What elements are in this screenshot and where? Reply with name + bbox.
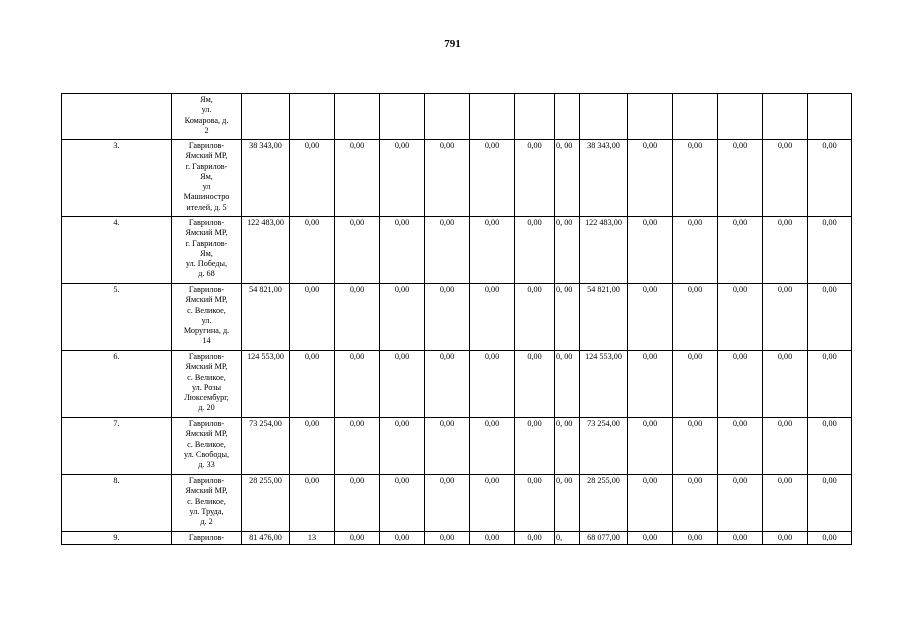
value-cell: 0,00 xyxy=(470,284,515,351)
value-cell: 0,00 xyxy=(335,217,380,284)
address-line: ул. Свободы, xyxy=(183,449,229,459)
address-line: Ямский МР, xyxy=(185,151,228,161)
row-number-cell: 3. xyxy=(62,140,172,217)
address-cell xyxy=(172,140,242,217)
value-cell: 0,00 xyxy=(335,351,380,418)
value-cell: 124 553,00 xyxy=(580,351,628,418)
value-cell: 0,00 xyxy=(335,475,380,532)
value-cell: 0,00 xyxy=(425,532,470,545)
value-cell: 0,00 xyxy=(515,475,555,532)
row-number-cell xyxy=(62,94,172,140)
value-cell: 0,00 xyxy=(425,418,470,475)
table-row xyxy=(62,140,852,217)
row-number-cell: 4. xyxy=(62,217,172,284)
table-row xyxy=(62,532,852,545)
value-cell: 0,00 xyxy=(335,532,380,545)
value-cell: 0,00 xyxy=(425,140,470,217)
address-line: д. 20 xyxy=(198,403,215,413)
value-cell: 0,00 xyxy=(628,351,673,418)
value-cell: 0,00 xyxy=(380,140,425,217)
address-line: д. 2 xyxy=(200,517,213,527)
value-cell xyxy=(718,94,763,140)
address-line: Ям, xyxy=(200,95,213,104)
value-cell: 0,00 xyxy=(673,140,718,217)
value-cell: 0,00 xyxy=(470,418,515,475)
address-line: Гаврилов- xyxy=(188,141,225,150)
row-number-cell: 6. xyxy=(62,351,172,418)
value-cell xyxy=(380,94,425,140)
value-cell: 0,00 xyxy=(290,418,335,475)
value-cell: 0,00 xyxy=(290,217,335,284)
address-cell xyxy=(172,475,242,532)
address-line: г. Гаврилов- xyxy=(185,238,228,248)
address-line: 14 xyxy=(202,336,211,346)
value-cell: 0, 00 xyxy=(555,217,580,284)
value-cell: 68 077,00 xyxy=(580,532,628,545)
address-line: Гаврилов- xyxy=(188,352,225,361)
value-cell: 0,00 xyxy=(808,284,852,351)
value-cell: 0,00 xyxy=(470,217,515,284)
value-cell: 0,00 xyxy=(628,532,673,545)
value-cell: 28 255,00 xyxy=(242,475,290,532)
address-line: с. Великое, xyxy=(187,496,226,506)
value-cell: 0,00 xyxy=(763,140,808,217)
address-line: Моругина, д. xyxy=(183,326,230,336)
value-cell: 0,00 xyxy=(718,140,763,217)
value-cell: 0,00 xyxy=(628,418,673,475)
address-line: ул. Победы, xyxy=(185,259,228,269)
value-cell: 0,00 xyxy=(808,418,852,475)
value-cell: 0,00 xyxy=(763,351,808,418)
value-cell: 0,00 xyxy=(673,475,718,532)
value-cell: 0,00 xyxy=(380,284,425,351)
value-cell: 0,00 xyxy=(718,532,763,545)
value-cell: 0,00 xyxy=(673,418,718,475)
value-cell: 54 821,00 xyxy=(580,284,628,351)
value-cell: 0,00 xyxy=(335,140,380,217)
value-cell: 0,00 xyxy=(628,284,673,351)
address-line: Гаврилов- xyxy=(188,285,225,294)
value-cell: 0,00 xyxy=(470,532,515,545)
value-cell xyxy=(335,94,380,140)
value-cell: 0,00 xyxy=(380,475,425,532)
address-line: ул. xyxy=(201,315,212,325)
address-line: ул xyxy=(202,182,211,192)
value-cell xyxy=(555,94,580,140)
value-cell: 38 343,00 xyxy=(580,140,628,217)
row-number-cell: 8. xyxy=(62,475,172,532)
value-cell: 38 343,00 xyxy=(242,140,290,217)
value-cell xyxy=(673,94,718,140)
value-cell: 0,00 xyxy=(808,140,852,217)
value-cell: 0,00 xyxy=(425,351,470,418)
value-cell xyxy=(425,94,470,140)
address-line: Гаврилов- xyxy=(188,218,225,227)
row-number-cell: 5. xyxy=(62,284,172,351)
value-cell: 0,00 xyxy=(808,532,852,545)
address-line: ителей, д. 5 xyxy=(186,202,227,212)
value-cell: 0,00 xyxy=(290,475,335,532)
address-cell xyxy=(172,94,242,140)
value-cell: 13 xyxy=(290,532,335,545)
address-line: Ямский МР, xyxy=(185,362,228,372)
value-cell: 0,00 xyxy=(718,475,763,532)
value-cell: 0,00 xyxy=(628,217,673,284)
value-cell: 0,00 xyxy=(628,140,673,217)
value-cell: 0,00 xyxy=(515,418,555,475)
value-cell: 28 255,00 xyxy=(580,475,628,532)
row-number-cell: 7. xyxy=(62,418,172,475)
table-row xyxy=(62,475,852,532)
value-cell: 0,00 xyxy=(763,418,808,475)
table-row xyxy=(62,351,852,418)
value-cell: 0,00 xyxy=(380,351,425,418)
address-line: Ям, xyxy=(200,171,213,181)
address-line: Ямский МР, xyxy=(185,295,228,305)
value-cell: 0,00 xyxy=(515,284,555,351)
address-cell xyxy=(172,217,242,284)
value-cell xyxy=(808,94,852,140)
table-row xyxy=(62,94,852,140)
address-line: с. Великое, xyxy=(187,439,226,449)
value-cell: 0, xyxy=(555,532,580,545)
address-line: Машиностро xyxy=(183,192,230,202)
table-row xyxy=(62,284,852,351)
value-cell: 0, 00 xyxy=(555,140,580,217)
value-cell: 0,00 xyxy=(718,418,763,475)
address-line: Ям, xyxy=(200,248,213,258)
value-cell: 124 553,00 xyxy=(242,351,290,418)
address-line: Комарова, д. xyxy=(184,115,229,125)
address-line: ул. xyxy=(201,105,212,115)
table-body xyxy=(62,94,852,545)
value-cell: 0,00 xyxy=(718,217,763,284)
address-line: Люксембург, xyxy=(184,393,229,403)
address-line: д. 33 xyxy=(198,460,215,470)
address-line: ул. Розы xyxy=(191,382,222,392)
value-cell: 0,00 xyxy=(290,351,335,418)
address-line: Ямский МР, xyxy=(185,486,228,496)
table-row xyxy=(62,418,852,475)
value-cell: 0,00 xyxy=(808,217,852,284)
value-cell: 0,00 xyxy=(515,140,555,217)
value-cell xyxy=(470,94,515,140)
value-cell: 0,00 xyxy=(335,418,380,475)
table-row xyxy=(62,217,852,284)
value-cell: 0,00 xyxy=(515,351,555,418)
value-cell: 0,00 xyxy=(763,475,808,532)
value-cell: 0,00 xyxy=(515,532,555,545)
value-cell: 0,00 xyxy=(763,532,808,545)
value-cell: 0,00 xyxy=(673,532,718,545)
value-cell: 0,00 xyxy=(470,475,515,532)
value-cell: 122 483,00 xyxy=(242,217,290,284)
value-cell: 0,00 xyxy=(763,217,808,284)
address-line: ул. Труда, xyxy=(189,506,224,516)
value-cell: 0, 00 xyxy=(555,418,580,475)
data-table xyxy=(61,93,852,545)
value-cell: 0,00 xyxy=(718,351,763,418)
value-cell: 0,00 xyxy=(808,475,852,532)
value-cell: 81 476,00 xyxy=(242,532,290,545)
value-cell: 0, 00 xyxy=(555,475,580,532)
value-cell: 0,00 xyxy=(673,351,718,418)
value-cell: 0,00 xyxy=(628,475,673,532)
value-cell: 0,00 xyxy=(718,284,763,351)
value-cell: 0,00 xyxy=(380,418,425,475)
value-cell: 0,00 xyxy=(425,284,470,351)
value-cell: 0,00 xyxy=(290,284,335,351)
address-cell xyxy=(172,418,242,475)
value-cell: 0,00 xyxy=(335,284,380,351)
value-cell: 0, 00 xyxy=(555,351,580,418)
address-line: с. Великое, xyxy=(187,305,226,315)
value-cell: 0,00 xyxy=(380,217,425,284)
value-cell: 0,00 xyxy=(425,475,470,532)
value-cell: 0,00 xyxy=(763,284,808,351)
row-number-cell: 9. xyxy=(62,532,172,545)
address-line: г. Гаврилов- xyxy=(185,161,228,171)
value-cell: 0,00 xyxy=(290,140,335,217)
value-cell: 0,00 xyxy=(673,284,718,351)
value-cell: 0,00 xyxy=(515,217,555,284)
value-cell xyxy=(290,94,335,140)
value-cell: 0,00 xyxy=(808,351,852,418)
address-line: Гаврилов- xyxy=(188,476,225,485)
address-cell xyxy=(172,532,242,545)
value-cell xyxy=(763,94,808,140)
value-cell xyxy=(628,94,673,140)
value-cell: 0,00 xyxy=(470,351,515,418)
address-line: Ямский МР, xyxy=(185,429,228,439)
value-cell: 0,00 xyxy=(425,217,470,284)
value-cell: 73 254,00 xyxy=(242,418,290,475)
address-line: Гаврилов- xyxy=(188,533,225,542)
value-cell: 0, 00 xyxy=(555,284,580,351)
value-cell xyxy=(515,94,555,140)
address-line: д. 68 xyxy=(198,269,215,279)
value-cell: 122 483,00 xyxy=(580,217,628,284)
value-cell xyxy=(242,94,290,140)
address-cell xyxy=(172,284,242,351)
value-cell: 0,00 xyxy=(470,140,515,217)
page-number: 791 xyxy=(444,38,461,50)
address-line: 2 xyxy=(204,125,209,135)
value-cell: 54 821,00 xyxy=(242,284,290,351)
address-line: Ямский МР, xyxy=(185,228,228,238)
address-line: Гаврилов- xyxy=(188,419,225,428)
address-line: с. Великое, xyxy=(187,372,226,382)
value-cell: 73 254,00 xyxy=(580,418,628,475)
value-cell: 0,00 xyxy=(380,532,425,545)
value-cell xyxy=(580,94,628,140)
address-cell xyxy=(172,351,242,418)
value-cell: 0,00 xyxy=(673,217,718,284)
